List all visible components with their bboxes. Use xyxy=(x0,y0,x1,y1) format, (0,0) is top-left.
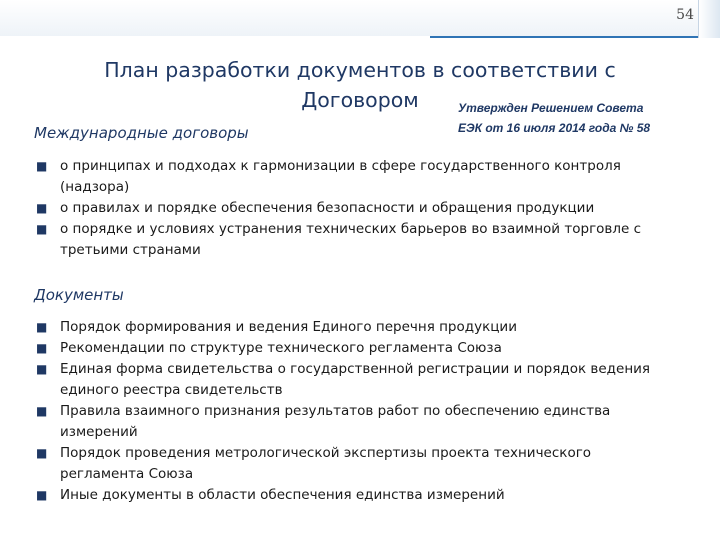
list-item-text: о порядке и условиях устранения технических барьеров во взаимной торговле с третьими странами xyxy=(60,221,642,258)
square-bullet-icon: ■ xyxy=(36,159,48,173)
international-treaties-list xyxy=(34,156,674,261)
approval-line-1: Утвержден Решением Совета xyxy=(458,101,644,115)
approval-note xyxy=(458,98,708,138)
square-bullet-icon: ■ xyxy=(36,222,48,236)
section-heading-international-treaties: Международные договоры xyxy=(34,124,249,142)
square-bullet-icon: ■ xyxy=(36,341,48,355)
header-bar xyxy=(0,0,720,40)
list-item xyxy=(34,359,654,401)
header-rule xyxy=(430,36,720,38)
list-item-text: Порядок формирования и ведения Единого перечня продукции xyxy=(60,319,517,335)
square-bullet-icon: ■ xyxy=(36,201,48,215)
page-title: План разработки документов в соответствии с Договором xyxy=(104,58,616,112)
list-item-text: Иные документы в области обеспечения единства измерений xyxy=(60,487,505,503)
list-item-text: о принципах и подходах к гармонизации в сфере государственного контроля (надзора) xyxy=(60,158,621,195)
square-bullet-icon: ■ xyxy=(36,404,48,418)
header-gradient xyxy=(0,0,720,36)
list-item xyxy=(34,219,674,261)
list-item-text: Порядок проведения метрологической экспертизы проекта технического регламента Союза xyxy=(60,445,592,482)
square-bullet-icon: ■ xyxy=(36,488,48,502)
list-item-text: Рекомендации по структуре технического регламента Союза xyxy=(60,340,502,356)
list-item-text: о правилах и порядке обеспечения безопасности и обращения продукции xyxy=(60,200,595,216)
list-item xyxy=(34,338,654,359)
list-item xyxy=(34,198,674,219)
page-number-tab xyxy=(698,0,720,38)
documents-list xyxy=(34,317,654,506)
approval-line-2: ЕЭК от 16 июля 2014 года № 58 xyxy=(458,121,651,135)
square-bullet-icon: ■ xyxy=(36,362,48,376)
list-item xyxy=(34,401,654,443)
list-item xyxy=(34,443,654,485)
section-heading-documents: Документы xyxy=(34,286,124,304)
square-bullet-icon: ■ xyxy=(36,446,48,460)
list-item xyxy=(34,156,674,198)
list-item-text: Правила взаимного признания результатов работ по обеспечению единства измерений xyxy=(60,403,611,440)
list-item xyxy=(34,485,654,506)
slide-number: 54 xyxy=(676,7,694,23)
list-item xyxy=(34,317,654,338)
square-bullet-icon: ■ xyxy=(36,320,48,334)
list-item-text: Единая форма свидетельства о государственной регистрации и порядок ведения единого реестра свидетельств xyxy=(60,361,651,398)
